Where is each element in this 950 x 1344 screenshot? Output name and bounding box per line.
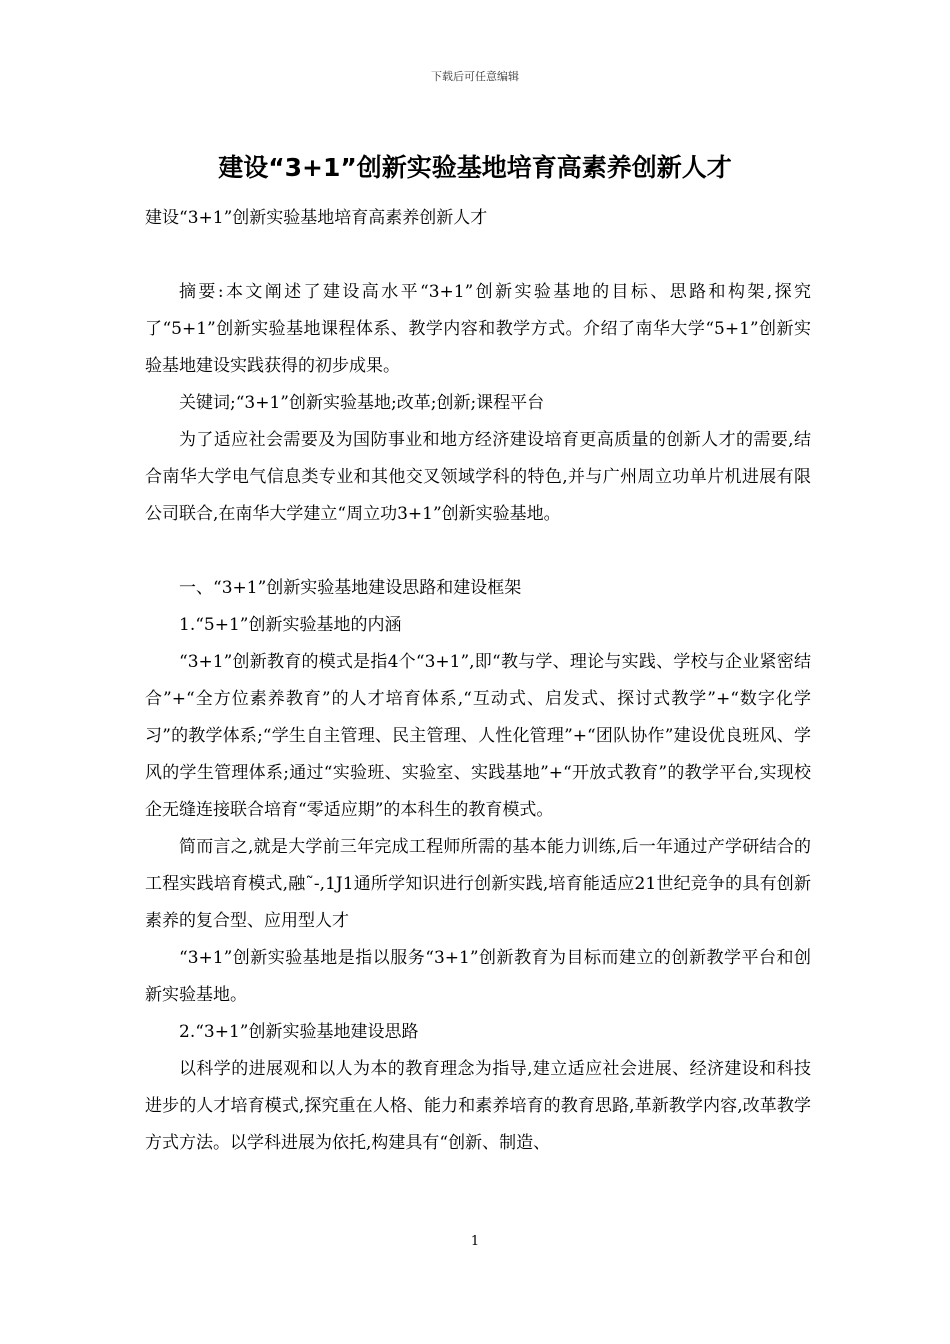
page-number: 1 [470,1234,480,1249]
body-paragraph-2: 简而言之,就是大学前三年完成工程师所需的基本能力训练,后一年通过产学研结合的工程实践培育模式,融˜-,1J1通所学知识进行创新实践,培育能适应21世纪竞争的具有创新素养的复合型、应用型人才 [145,837,811,931]
subsection-1-heading: 1.“5+1”创新实验基地的内涵 [179,615,402,635]
body-paragraph-1: “3+1”创新教育的模式是指4个“3+1”,即“教与学、理论与实践、学校与企业紧密结合”+“全方位素养教育”的人才培育体系,“互动式、启发式、探讨式教学”+“数字化学习”的教学体系;“学生自主管理、民主管理、人性化管理”+“团队协作”建设优良班风、学风的学生管理体系;通过“实验班、实验室、实践基地”+“开放式教育”的教学平台,实现校企无缝连接联合培育“零适应期”的本科生的教育模式。 [145,652,811,820]
intro-paragraph: 为了适应社会需要及为国防事业和地方经济建设培育更高质量的创新人才的需要,结合南华大学电气信息类专业和其他交叉领域学科的特色,并与广州周立功单片机进展有限公司联合,在南华大学建立“周立功3+1”创新实验基地。 [145,430,811,524]
spacer [145,237,811,274]
subsection-2-heading: 2.“3+1”创新实验基地建设思路 [179,1022,419,1042]
section-1-heading: 一、“3+1”创新实验基地建设思路和建设框架 [179,578,522,598]
spacer [145,533,811,570]
body-paragraph-4: 以科学的进展观和以人为本的教育理念为指导,建立适应社会进展、经济建设和科技进步的人才培育模式,探究重在人格、能力和素养培育的教育思路,革新教学内容,改革教学方式方法。以学科进展为依托,构建具有“创新、制造、 [145,1059,811,1153]
document-body [145,200,811,1162]
subtitle: 建设“3+1”创新实验基地培育高素养创新人才 [145,208,488,228]
keywords-paragraph: 关键词;“3+1”创新实验基地;改革;创新;课程平台 [179,393,545,413]
header-note: 下载后可任意编辑 [431,70,519,83]
document-title: 建设“3+1”创新实验基地培育高素养创新人才 [218,153,732,182]
body-paragraph-3: “3+1”创新实验基地是指以服务“3+1”创新教育为目标而建立的创新教学平台和创新实验基地。 [145,948,811,1005]
abstract-paragraph: 摘要:本文阐述了建设高水平“3+1”创新实验基地的目标、思路和构架,探究了“5+1”创新实验基地课程体系、教学内容和教学方式。介绍了南华大学“5+1”创新实验基地建设实践获得的初步成果。 [145,282,811,376]
